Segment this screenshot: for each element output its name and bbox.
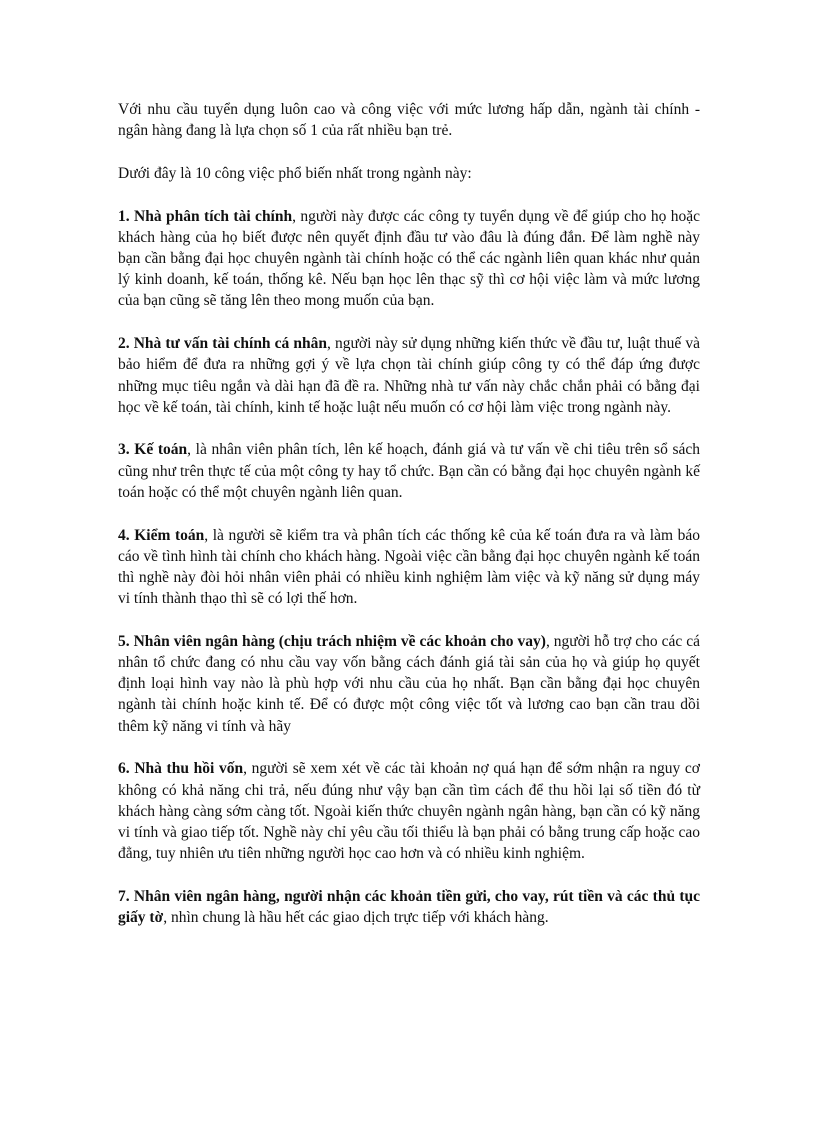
item-body: , nhìn chung là hầu hết các giao dịch trực tiếp với khách hàng.: [163, 909, 549, 927]
item-number: 2.: [118, 335, 130, 353]
item-body: , là nhân viên phân tích, lên kế hoạch, đánh giá và tư vấn về chi tiêu trên sổ sách cũng như trên thực tế của một công ty hay tổ chức. Bạn cần có bằng đại học chuyên ngành kế toán hoặc có thể một chuyên ngành liên quan.: [118, 441, 701, 501]
lead-paragraph: Dưới đây là 10 công việc phổ biến nhất trong ngành này:: [118, 164, 472, 182]
item-body: , là người sẽ kiểm tra và phân tích các thống kê của kế toán đưa ra và làm báo cáo về tình hình tài chính cho khách hàng. Ngoài việc cần bằng đại học chuyên ngành kế toán thì nghề này đòi hỏi nhân viên phải có nhiều kinh nghiệm làm việc và kỹ năng sử dụng máy vi tính thành thạo thì sẽ có lợi thế hơn.: [118, 526, 701, 608]
item-number: 7.: [118, 887, 130, 905]
list-item-7: [118, 886, 700, 928]
item-heading: Nhà phân tích tài chính: [134, 207, 293, 225]
item-number: 5.: [118, 632, 130, 650]
item-body: , người hỗ trợ cho các cá nhân tổ chức đang có nhu cầu vay vốn bằng cách đánh giá tài sản của họ và giúp họ quyết định loại hình vay nào là phù hợp với nhu cầu của họ nhất. Bạn cần bằng đại học chuyên ngành tài chính hoặc kinh tế. Để có được một công việc tốt và lương cao bạn cần trau dồi thêm kỹ năng vi tính và hãy: [118, 632, 701, 735]
item-heading: Nhân viên ngân hàng (chịu trách nhiệm về các khoản cho vay): [133, 632, 546, 650]
list-item-6: [118, 758, 700, 864]
item-heading: Nhân viên ngân hàng, người nhận các khoản tiền gửi, cho vay, rút tiền và các thủ tục giấy tờ: [118, 887, 700, 927]
item-heading: Kế toán: [134, 441, 188, 459]
item-body: , người sẽ xem xét về các tài khoản nợ quá hạn để sớm nhận ra nguy cơ không có khả năng chi trả, nếu đúng như vậy bạn cần tìm cách để thu hồi lại số tiền đó từ khách hàng càng sớm càng tốt. Ngoài kiến thức chuyên ngành ngân hàng, bạn cần có kỹ năng vi tính và giao tiếp tốt. Nghề này chỉ yêu cầu tối thiểu là bạn phải có bằng trung cấp hoặc cao đẳng, tuy nhiên ưu tiên những người học cao hơn và có nhiều kinh nghiệm.: [118, 760, 701, 863]
item-number: 1.: [118, 207, 130, 225]
list-item-4: [118, 525, 700, 610]
intro-paragraph: Với nhu cầu tuyển dụng luôn cao và công việc với mức lương hấp dẫn, ngành tài chính - ngân hàng đang là lựa chọn số 1 của rất nhiều bạn trẻ.: [118, 101, 700, 140]
item-heading: Nhà tư vấn tài chính cá nhân: [133, 335, 328, 353]
list-item-1: [118, 206, 700, 312]
item-body: , người này sử dụng những kiến thức về đầu tư, luật thuế và bảo hiểm để đưa ra những gợi ý về lựa chọn tài chính giúp công ty có thể đáp ứng được những mục tiêu ngắn và dài hạn đã đề ra. Những nhà tư vấn này chắc chắn phải có bằng đại học về kế toán, tài chính, kinh tế hoặc luật nếu muốn có cơ hội làm việc trong ngành này.: [118, 335, 701, 416]
document-body: [118, 99, 700, 950]
item-body: , người này được các công ty tuyển dụng về để giúp cho họ hoặc khách hàng của họ biết được nên quyết định đầu tư vào đâu là đúng đắn. Để làm nghề này bạn cần bằng đại học chuyên ngành tài chính hoặc có thể các ngành liên quan khác như quản lý kinh doanh, kế toán, thống kê. Nếu bạn học lên thạc sỹ thì cơ hội việc làm và mức lương của bạn cũng sẽ tăng lên theo mong muốn của bạn.: [118, 207, 700, 310]
item-number: 4.: [118, 526, 130, 544]
item-number: 3.: [118, 441, 130, 459]
item-heading: Nhà thu hồi vốn: [134, 760, 244, 778]
list-item-3: [118, 439, 700, 503]
list-item-2: [118, 333, 700, 418]
item-heading: Kiểm toán: [134, 526, 205, 544]
item-number: 6.: [118, 760, 130, 778]
list-item-5: [118, 631, 700, 737]
